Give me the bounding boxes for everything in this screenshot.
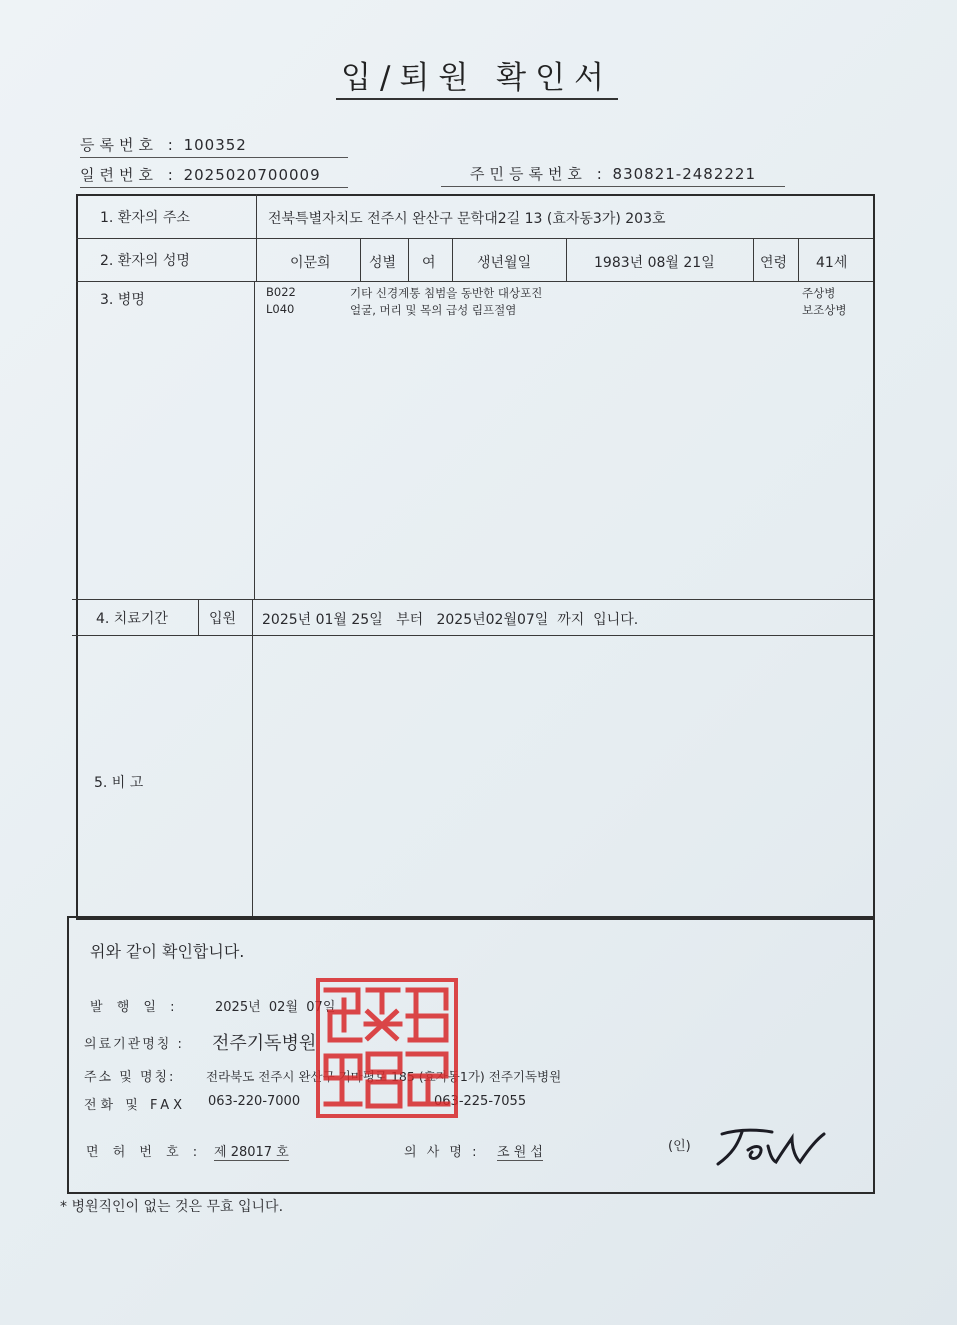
age-label: 연령 (760, 255, 788, 271)
phone-number: 063-220-7000 (208, 1094, 301, 1109)
registration-value: 100352 (183, 136, 247, 154)
diagnosis-type: 주상병 (802, 286, 836, 300)
address-label: 1. 환자의 주소 (100, 210, 190, 226)
resident-label: 주민등록번호 : (469, 165, 607, 183)
footnote: * 병원직인이 없는 것은 무효 입니다. (60, 1199, 284, 1215)
dob-label: 생년월일 (477, 255, 532, 271)
doctor-signature (712, 1122, 828, 1170)
diagnosis-type: 보조상병 (802, 303, 847, 317)
name-label: 2. 환자의 성명 (100, 253, 190, 269)
patient-address: 전북특별자치도 전주시 완산구 문학대2길 13 (효자동3가) 203호 (268, 211, 666, 227)
institution-label: 의료기관명칭 : (84, 1037, 184, 1052)
patient-dob: 1983년 08월 21일 (594, 255, 715, 271)
treatment-kind: 입원 (209, 611, 237, 627)
patient-sex: 여 (422, 255, 436, 271)
fax-number: 063-225-7055 (434, 1094, 527, 1109)
treatment-label: 4. 치료기간 (96, 611, 168, 627)
serial-value: 2025020700009 (183, 166, 321, 184)
resident-number (441, 163, 785, 187)
resident-value: 830821-2482221 (612, 165, 757, 183)
institution-address-label: 주소 및 명칭: (84, 1070, 176, 1085)
serial-number (80, 164, 348, 188)
patient-name: 이문희 (290, 255, 331, 271)
hospital-seal-stamp (316, 978, 458, 1118)
doctor-label: 의 사 명 : (404, 1145, 480, 1160)
seal-mark: (인) (668, 1139, 691, 1154)
remarks-label: 5. 비 고 (94, 775, 144, 791)
document-title: 입/퇴원 확인서 (336, 58, 618, 100)
patient-age: 41세 (816, 255, 848, 271)
institution-name: 전주기독병원 (212, 1033, 317, 1054)
registration-number (80, 134, 348, 158)
phone-fax-label: 전화 및 FAX (84, 1098, 187, 1113)
institution-address: 전라북도 전주시 완산구 거마평로 185 (효자동1가) 전주기독병원 (206, 1069, 562, 1084)
license-number: 제 28017 호 (214, 1141, 289, 1161)
serial-label: 일련번호 : (80, 166, 178, 184)
license-label: 면 허 번 호 : (86, 1145, 203, 1160)
diagnosis-desc: 기타 신경계통 침범을 동반한 대상포진 (350, 286, 543, 300)
diagnosis-label: 3. 병명 (100, 292, 145, 308)
doctor-name: 조 원 섭 (497, 1141, 543, 1161)
registration-label: 등록번호 : (80, 136, 178, 154)
seal-glyphs (320, 982, 454, 1114)
issue-date: 2025년 02월 07일 (215, 1000, 336, 1015)
sex-label: 성별 (369, 255, 397, 271)
issue-date-label: 발 행 일 : (90, 1000, 180, 1015)
confirmation-statement: 위와 같이 확인합니다. (90, 942, 245, 961)
diagnosis-code: B022 (266, 285, 296, 299)
treatment-period: 2025년 01월 25일 부터 2025년02월07일 까지 입니다. (262, 612, 639, 628)
diagnosis-desc: 얼굴, 머리 및 목의 급성 림프절염 (350, 303, 517, 317)
diagnosis-code: L040 (266, 302, 295, 316)
